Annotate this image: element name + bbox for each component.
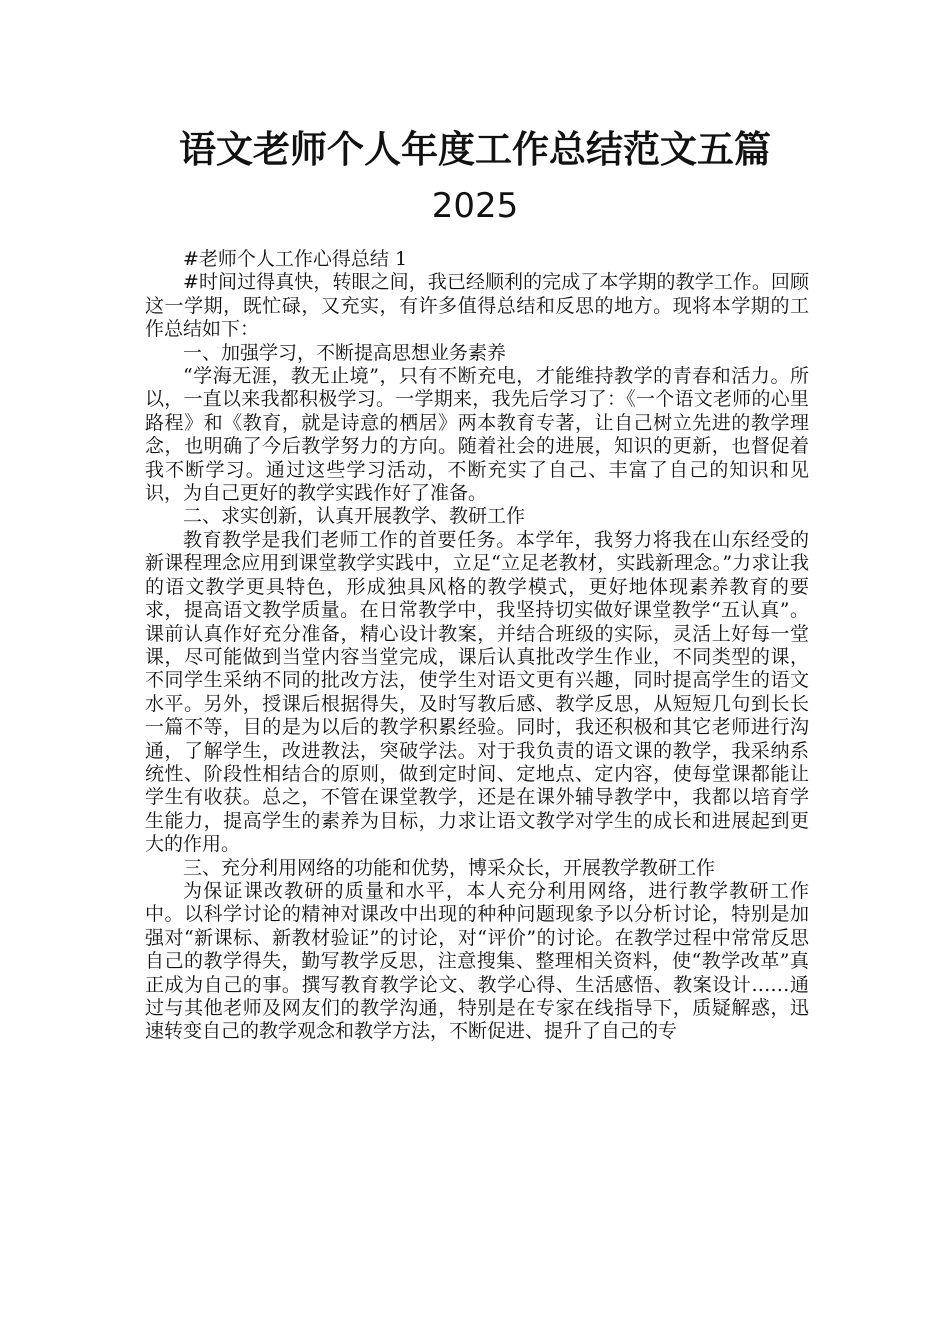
- title-line-main: 语文老师个人年度工作总结范文五篇: [179, 128, 771, 171]
- paragraph-study: “学海无涯，教无止境”，只有不断充电，才能维持教学的青春和活力。所以，一直以来我都积极学习。一学期来，我先后学习了：《一个语文老师的心里路程》和《教育，就是诗意的栖居》两本教育专著，让自己树立先进的教学理念，也明确了今后教学努力的方向。随着社会的进展，知识的更新，也督促着我不断学习。通过这些学习活动，不断充实了自己、丰富了自己的知识和见识，为自己更好的教学实践作好了准备。: [145, 365, 809, 505]
- section-heading-study: 一、加强学习，不断提高思想业务素养: [183, 341, 507, 364]
- document-title: [140, 122, 810, 234]
- section-heading-1: #老师个人工作心得总结 1: [183, 248, 408, 270]
- section-heading-teaching: 二、求实创新，认真开展教学、教研工作: [183, 505, 526, 528]
- document-body: [145, 248, 809, 1044]
- section-heading-network: 三、充分利用网络的功能和优势，博采众长，开展教学教研工作: [183, 856, 716, 879]
- paragraph-intro: #时间过得真快，转眼之间，我已经顺利的完成了本学期的教学工作。回顾这一学期，既忙碌，又充实，有许多值得总结和反思的地方。现将本学期的工作总结如下：: [145, 271, 809, 341]
- title-line-year: 2025: [431, 186, 519, 226]
- paragraph-network: 为保证课改教研的质量和水平，本人充分利用网络，进行教学教研工作中。以科学讨论的精神对课改中出现的种种问题现象予以分析讨论，特别是加强对“新课标、新教材验证”的讨论，对“评价”的讨论。在教学过程中常常反思自己的教学得失，勤写教学反思，注意搜集、整理相关资料，使“教学改革”真正成为自己的事。撰写教育教学论文、教学心得、生活感悟、教案设计……通过与其他老师及网友们的教学沟通，特别是在专家在线指导下，质疑解惑，迅速转变自己的教学观念和教学方法，不断促进、提升了自己的专: [145, 879, 809, 1043]
- paragraph-teaching: 教育教学是我们老师工作的首要任务。本学年，我努力将我在山东经受的新课程理念应用到课堂教学实践中，立足“立足老教材，实践新理念。”力求让我的语文教学更具特色，形成独具风格的教学模式，更好地体现素养教育的要求，提高语文教学质量。在日常教学中，我坚持切实做好课堂教学“五认真”。课前认真作好充分准备，精心设计教案，并结合班级的实际，灵活上好每一堂课，尽可能做到当堂内容当堂完成，课后认真批改学生作业，不同类型的课，不同学生采纳不同的批改方法，使学生对语文更有兴趣，同时提高学生的语文水平。另外，授课后根据得失，及时写教后感、教学反思，从短短几句到长长一篇不等，目的是为以后的教学积累经验。同时，我还积极和其它老师进行沟通，了解学生，改进教法，突破学法。对于我负责的语文课的教学，我采纳系统性、阶段性相结合的原则，做到定时间、定地点、定内容，使每堂课都能让学生有收获。总之，不管在课堂教学，还是在课外辅导教学中，我都以培育学生能力，提高学生的素养为目标，力求让语文教学对学生的成长和进展起到更大的作用。: [145, 528, 809, 856]
